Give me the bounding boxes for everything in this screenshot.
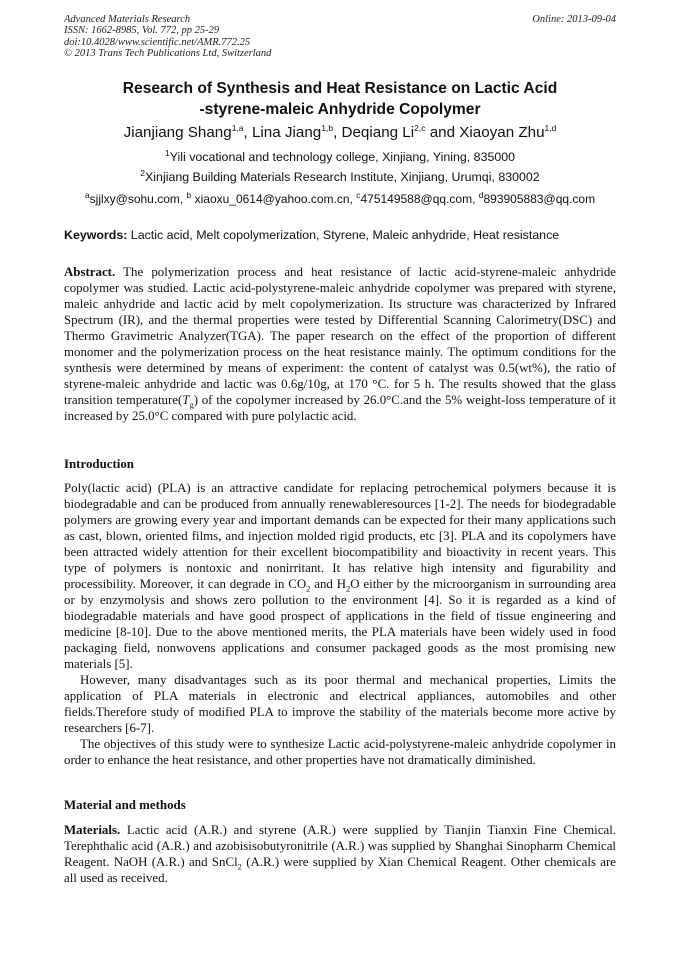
affiliation-text: Yili vocational and technology college, Xinjiang, Yining, 835000 (169, 150, 516, 164)
author-name: Jianjiang Shang (123, 124, 232, 141)
intro-paragraph-2: However, many disadvantages such as its poor thermal and mechanical properties, Limits the application of PLA materials in electronic and electrical appliances, automobiles and other fields.Therefore study of modified PLA to improve the stability of the materials become more active by researchers [6-7]. (64, 673, 616, 735)
materials-paragraph (64, 822, 616, 886)
email-text: 475149588@qq.com, (360, 192, 479, 206)
affiliation-sup: 2 (140, 167, 146, 178)
copyright: © 2013 Trans Tech Publications Ltd, Switzerland (64, 47, 272, 59)
email-line (64, 191, 616, 207)
subscript: 2 (306, 583, 311, 594)
author-name: Lina Jiang (251, 124, 322, 141)
title-line-2: -styrene-maleic Anhydride Copolymer (199, 101, 481, 118)
email-sup: c (356, 190, 361, 200)
affiliation-2 (64, 169, 616, 185)
materials-text: Lactic acid (A.R.) and styrene (A.R.) were supplied by Tianjin Tianxin Fine Chemical. Terephthalic acid (A.R.) and azobisisobutyronitrile (A.R.) was supplied by Shanghai Sinopharm Chemical Reagent. NaOH (A.R.) and SnCl (64, 823, 616, 869)
introduction-heading: Introduction (64, 457, 134, 471)
materials-label: Materials. (64, 823, 121, 837)
author-name: Deqiang Li (341, 124, 415, 141)
abstract-text: The polymerization process and heat resistance of lactic acid-styrene-maleic anhydride copolymer was studied. Lactic acid-polystyrene-maleic anhydride copolymer was prepared with styrene, maleic anhydride and lactic acid by melt copolymerization. Its structure was characterized by Infrared Spectrum (IR), and the thermal properties were tested by Differential Scanning Calorimetry(DSC) and Thermo Gravimetric Analyzer(TGA). The paper research on the effect of the proportion of different monomer and the polymerization process on the heat resistance mainly. The optimum conditions for the synthesis were determined by means of experiment: the content of catalyst was 0.5(wt%), the ratio of styrene-maleic anhydride and lactic was 0.6g/10g, at 170 °C. for 5 h. The results showed that the glass transition temperature( (64, 265, 616, 407)
author-name: Xiaoyan Zhu (459, 124, 545, 141)
title-line-1: Research of Synthesis and Heat Resistance on Lactic Acid (122, 80, 558, 97)
tg-symbol: T (182, 393, 190, 407)
author-sep: , (243, 124, 252, 141)
author-sup: 2,c (414, 122, 426, 133)
author-sup: 1,b (321, 122, 334, 133)
keywords-text: Lactic acid, Melt copolymerization, Styrene, Maleic anhydride, Heat resistance (127, 228, 560, 242)
intro-text: Poly(lactic acid) (PLA) is an attractive candidate for replacing petrochemical polymers because it is biodegradable and can be produced from annually renewableresources [1-2]. The needs for biodegradable polymers are growing every year and important demands can be expected for their many applications such as cast, blown, oriented films, and injection molded rigid products, etc [3]. PLA and its copolymers have been attracted widely attention for their excellent biocompatibility and bioactivity in recent years. This type of polymers is nontoxic and nonirritant. It has relative high intensity and figurability and processibility. Moreover, it can degrade in CO (64, 481, 616, 591)
author-sep: and (425, 124, 460, 141)
affiliation-1 (64, 149, 616, 165)
author-list (64, 123, 616, 143)
methods-heading: Material and methods (64, 798, 186, 812)
affiliation-text: Xinjiang Building Materials Research Institute, Xinjiang, Urumqi, 830002 (145, 170, 540, 184)
subscript: 2 (237, 861, 242, 872)
abstract-paragraph (64, 264, 616, 424)
author-sep: , (333, 124, 342, 141)
author-sup: 1,a (231, 122, 244, 133)
intro-paragraph-3: The objectives of this study were to synthesize Lactic acid-polystyrene-maleic anhydride copolymer in order to enhance the heat resistance, and other properties have not dramatically diminished. (64, 737, 616, 767)
materials-body (64, 822, 616, 886)
email-sup: d (478, 190, 484, 200)
online-date: Online: 2013-09-04 (532, 14, 616, 25)
intro-paragraph-1 (64, 480, 616, 672)
email-sup: a (84, 190, 90, 200)
intro-text: and H (310, 577, 347, 591)
email-sup: b (186, 190, 192, 200)
email-text: sjjlxy@sohu.com, (89, 192, 187, 206)
paper-title (64, 78, 616, 120)
author-sup: 1,d (544, 122, 557, 133)
subscript: 2 (346, 583, 351, 594)
introduction-body (64, 480, 616, 768)
doi: doi:10.4028/www.scientific.net/AMR.772.25 (64, 36, 251, 48)
email-text: xiaoxu_0614@yahoo.com.cn, (191, 192, 357, 206)
materials-text: (A.R.) were supplied by Xian Chemical Reagent. Other chemicals are all used as received. (64, 855, 616, 885)
abstract (64, 264, 616, 424)
abstract-label: Abstract. (64, 265, 116, 279)
tg-subscript: g (189, 399, 194, 410)
keywords-label: Keywords: (64, 228, 128, 242)
intro-text: O either by the microorganism in surrounding area or by enzymolysis and shows zero pollution to the environment [4]. So it is regarded as a kind of biodegradable materials and have good prospect of applications in the field of tissue engineering and medicine [8-10]. Due to the above mentioned merits, the PLA materials have been widely used in food packaging field, nonwovens applications and consumer packaged goods as the most promising new materials [5]. (64, 577, 616, 671)
affiliation-sup: 1 (164, 147, 170, 158)
keywords (64, 227, 616, 243)
email-text: 893905883@qq.com (483, 192, 596, 206)
abstract-text: ) of the copolymer increased by 26.0°C.and the 5% weight-loss temperature of it increased by 25.0°C compared with pure polylactic acid. (64, 393, 616, 423)
journal-header (64, 14, 616, 59)
journal-name: Advanced Materials Research (64, 14, 191, 25)
issn: ISSN: 1662-8985, Vol. 772, pp 25-29 (64, 25, 220, 37)
